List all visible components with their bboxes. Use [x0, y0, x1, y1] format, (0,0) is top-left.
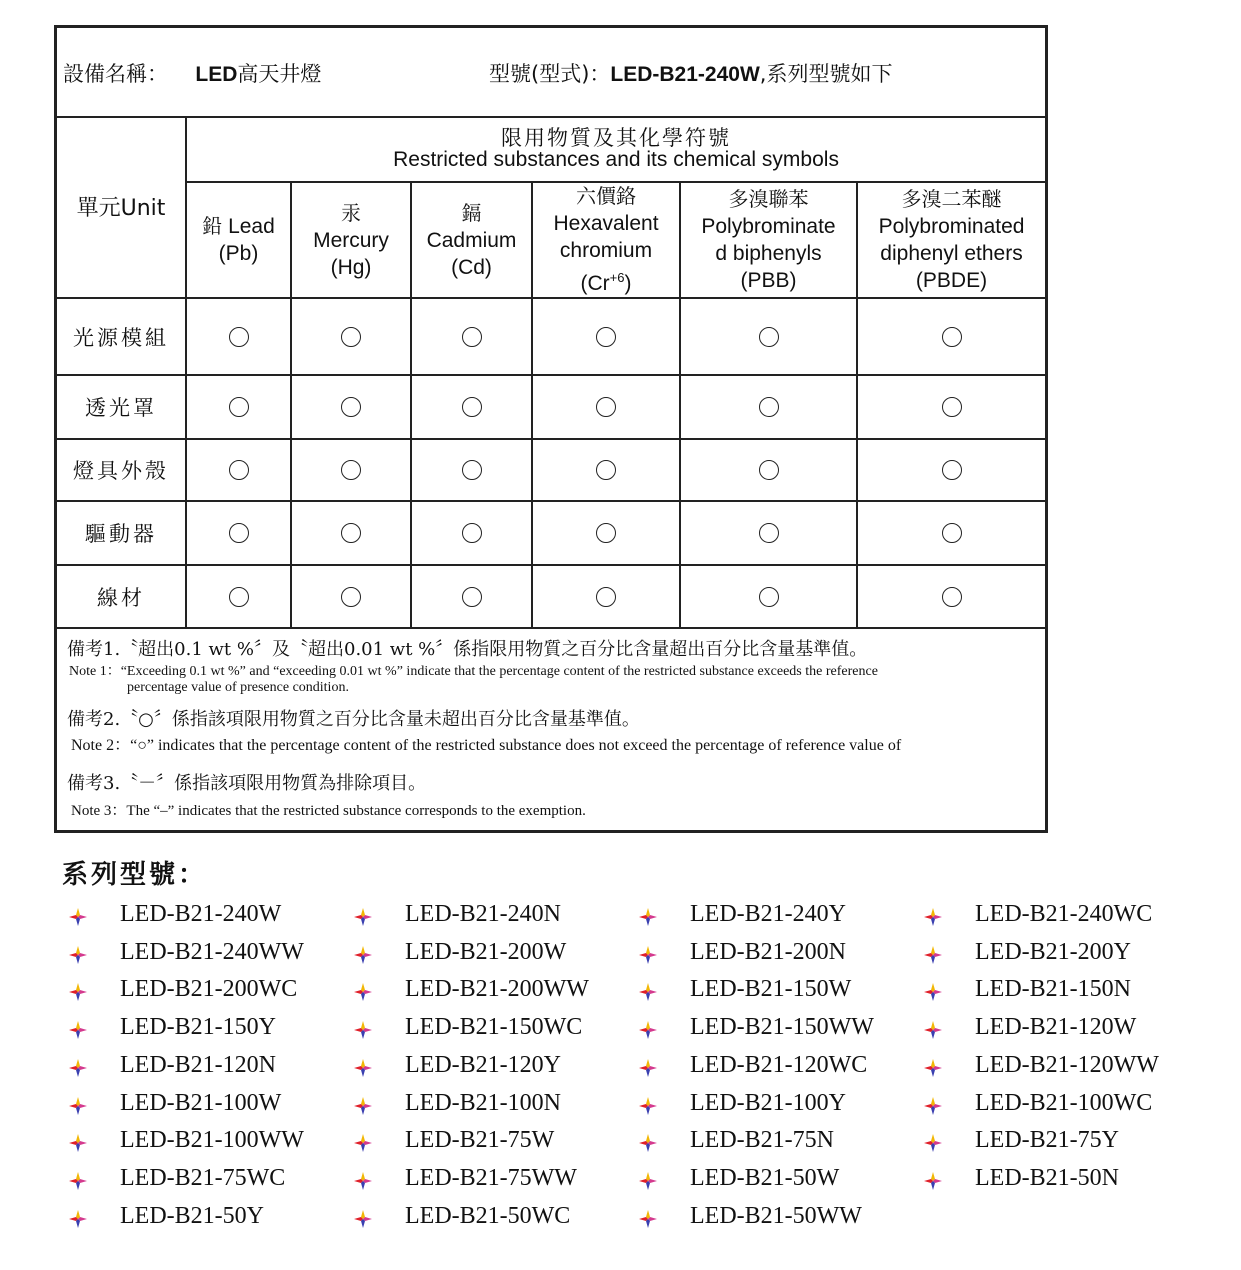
mark-cell	[680, 439, 857, 501]
mark-cell	[680, 375, 857, 439]
model-name: LED-B21-75Y	[975, 1127, 1119, 1154]
model-name: LED-B21-150WW	[690, 1014, 874, 1041]
circle-mark-icon	[596, 327, 616, 347]
substance-chromium-en: Hexavalent chromium	[553, 212, 659, 262]
four-point-star-icon	[68, 1171, 88, 1191]
circle-mark-icon	[462, 523, 482, 543]
four-point-star-icon	[353, 1133, 373, 1153]
model-name: LED-B21-200W	[405, 938, 567, 965]
four-point-star-icon	[68, 1058, 88, 1078]
model-name: LED-B21-150Y	[120, 1014, 276, 1041]
note-2-zh: 備考2.〝○〞係指該項限用物質之百分比含量未超出百分比含量基準值。	[67, 709, 640, 730]
model-name: LED-B21-120WW	[975, 1051, 1159, 1078]
model-label: 型號(型式)：	[489, 62, 611, 86]
model-name: LED-B21-200N	[690, 938, 846, 965]
circle-mark-icon	[596, 523, 616, 543]
mark-cell	[857, 501, 1045, 565]
circle-mark-icon	[942, 460, 962, 480]
mark-cell	[532, 501, 680, 565]
substance-cadmium-zh: 鎘	[461, 200, 482, 225]
restricted-header-en: Restricted substances and its chemical symbols	[393, 148, 839, 171]
circle-mark-icon	[759, 327, 779, 347]
model-suffix: ,系列型號如下	[759, 62, 893, 86]
four-point-star-icon	[923, 1096, 943, 1116]
substance-hexavalent-chromium	[532, 182, 680, 298]
model-name: LED-B21-120N	[120, 1051, 276, 1078]
four-point-star-icon	[923, 945, 943, 965]
substance-mercury-zh: 汞	[341, 200, 361, 225]
mark-cell	[857, 298, 1045, 375]
restricted-substances-header	[186, 117, 1045, 182]
model-name: LED-B21-200WW	[405, 976, 589, 1003]
four-point-star-icon	[638, 907, 658, 927]
model-name: LED-B21-100W	[120, 1089, 282, 1116]
mark-cell	[411, 565, 532, 628]
table-row	[57, 298, 1045, 375]
model-name: LED-B21-50WW	[690, 1202, 862, 1229]
equipment-label: 設備名稱：	[63, 62, 168, 86]
mark-cell	[532, 439, 680, 501]
model-name: LED-B21-240Y	[690, 901, 846, 927]
equipment-name-line	[63, 58, 321, 88]
rohs-declaration-frame	[54, 25, 1048, 833]
mark-cell	[291, 298, 411, 375]
model-name: LED-B21-240W	[120, 901, 282, 927]
equipment-name-bold: LED	[195, 63, 238, 86]
four-point-star-icon	[923, 982, 943, 1002]
equipment-name-rest: 高天井燈	[237, 62, 322, 86]
restricted-header-zh: 限用物質及其化學符號	[501, 126, 732, 150]
circle-mark-icon	[596, 397, 616, 417]
model-name: LED-B21-100WC	[975, 1089, 1153, 1116]
mark-cell	[857, 439, 1045, 501]
four-point-star-icon	[638, 1058, 658, 1078]
four-point-star-icon	[638, 1020, 658, 1040]
substance-mercury-symbol: (Hg)	[330, 255, 372, 279]
mark-cell	[186, 501, 291, 565]
mark-cell	[857, 565, 1045, 628]
circle-mark-icon	[942, 523, 962, 543]
four-point-star-icon	[353, 945, 373, 965]
substance-pbde	[857, 182, 1045, 298]
mark-cell	[532, 298, 680, 375]
circle-mark-icon	[759, 460, 779, 480]
chromium-symbol-close: )	[624, 272, 632, 295]
four-point-star-icon	[923, 1058, 943, 1078]
circle-mark-icon	[229, 327, 249, 347]
model-name: LED-B21-200WC	[120, 976, 298, 1003]
mark-cell	[186, 565, 291, 628]
substance-cadmium-en: Cadmium	[426, 228, 517, 252]
model-name: LED-B21-100WW	[120, 1127, 304, 1154]
mark-cell	[411, 375, 532, 439]
substance-pbde-en-1: Polybrominated	[878, 215, 1025, 238]
circle-mark-icon	[759, 397, 779, 417]
model-name: LED-B21-150W	[690, 976, 852, 1003]
four-point-star-icon	[68, 907, 88, 927]
substance-lead	[186, 182, 291, 298]
mark-cell	[186, 298, 291, 375]
table-row	[57, 501, 1045, 565]
circle-mark-icon	[341, 523, 361, 543]
substance-cadmium	[411, 182, 532, 298]
four-point-star-icon	[68, 1209, 88, 1229]
circle-mark-icon	[341, 460, 361, 480]
four-point-star-icon	[68, 1133, 88, 1153]
four-point-star-icon	[353, 907, 373, 927]
note-3-en: Note 3：The “–” indicates that the restricted substance corresponds to the exemption.	[71, 803, 586, 819]
circle-mark-icon	[341, 327, 361, 347]
chromium-symbol-sup: +6	[609, 270, 625, 285]
four-point-star-icon	[353, 1058, 373, 1078]
mark-cell	[857, 375, 1045, 439]
note-1-en-line-1: Note 1：“Exceeding 0.1 wt %” and “exceeding 0.01 wt %” indicate that the percentage content of the restricted substance exceeds the reference	[69, 664, 878, 679]
substance-chromium-symbol	[533, 264, 679, 297]
mark-cell	[411, 501, 532, 565]
mark-cell	[186, 439, 291, 501]
note-3-zh: 備考3.〝－〞係指該項限用物質為排除項目。	[67, 773, 427, 794]
model-name: LED-B21-75WW	[405, 1164, 577, 1191]
model-name: LED-B21-50W	[690, 1164, 840, 1191]
model-name: LED-B21-120Y	[405, 1051, 561, 1078]
chromium-symbol-open: (Cr	[580, 272, 610, 295]
circle-mark-icon	[462, 327, 482, 347]
four-point-star-icon	[638, 1171, 658, 1191]
substance-pbb-symbol: (PBB)	[740, 269, 797, 292]
circle-mark-icon	[596, 587, 616, 607]
model-name: LED-B21-75N	[690, 1127, 834, 1154]
unit-header: 單元Unit	[57, 117, 186, 298]
table-row	[57, 565, 1045, 628]
row-label: 燈具外殼	[57, 439, 186, 501]
four-point-star-icon	[638, 1096, 658, 1116]
mark-cell	[291, 565, 411, 628]
four-point-star-icon	[353, 1171, 373, 1191]
four-point-star-icon	[353, 1096, 373, 1116]
four-point-star-icon	[923, 1133, 943, 1153]
circle-mark-icon	[462, 587, 482, 607]
table-row	[57, 375, 1045, 439]
restricted-substances-table	[57, 117, 1045, 629]
four-point-star-icon	[68, 982, 88, 1002]
model-name: LED-B21-75W	[405, 1127, 555, 1154]
circle-mark-icon	[942, 587, 962, 607]
model-name: LED-B21-240WC	[975, 901, 1153, 927]
substance-pbb-en-2: d biphenyls	[715, 242, 822, 265]
circle-mark-icon	[229, 397, 249, 417]
note-1-zh: 備考1.〝超出0.1 wt %〞及〝超出0.01 wt %〞係指限用物質之百分比含量超出百分比含量基準值。	[67, 639, 868, 660]
mark-cell	[532, 375, 680, 439]
substance-lead-symbol: (Pb)	[218, 242, 259, 265]
circle-mark-icon	[759, 587, 779, 607]
row-label: 透光罩	[57, 375, 186, 439]
substance-pbde-en-2: diphenyl ethers	[880, 242, 1023, 265]
note-2-en: Note 2：“○” indicates that the percentage content of the restricted substance does not exceed the percentage of reference value of	[71, 737, 902, 754]
model-name: LED-B21-200Y	[975, 938, 1131, 965]
mark-cell	[532, 565, 680, 628]
substance-pbb-zh: 多溴聯苯	[728, 187, 809, 211]
notes-section	[57, 627, 1045, 830]
substance-lead-en: Lead	[228, 215, 275, 238]
mark-cell	[291, 501, 411, 565]
four-point-star-icon	[68, 1096, 88, 1116]
model-name: LED-B21-120W	[975, 1014, 1137, 1041]
four-point-star-icon	[923, 1171, 943, 1191]
substance-mercury-en: Mercury	[313, 228, 389, 252]
mark-cell	[291, 375, 411, 439]
model-name: LED-B21-50N	[975, 1164, 1119, 1191]
circle-mark-icon	[759, 523, 779, 543]
model-name: LED-B21-50Y	[120, 1202, 264, 1229]
model-name: LED-B21-75WC	[120, 1164, 286, 1191]
four-point-star-icon	[638, 1133, 658, 1153]
circle-mark-icon	[341, 397, 361, 417]
note-1-en-line-2: percentage value of presence condition.	[127, 680, 349, 695]
model-name: LED-B21-100Y	[690, 1089, 846, 1116]
circle-mark-icon	[229, 587, 249, 607]
equipment-header	[57, 28, 1045, 118]
row-label: 光源模組	[57, 298, 186, 375]
model-line	[489, 58, 892, 88]
mark-cell	[680, 565, 857, 628]
mark-cell	[411, 439, 532, 501]
four-point-star-icon	[638, 982, 658, 1002]
mark-cell	[680, 298, 857, 375]
substance-pbb	[680, 182, 857, 298]
table-row	[57, 439, 1045, 501]
circle-mark-icon	[942, 397, 962, 417]
mark-cell	[411, 298, 532, 375]
row-label: 線材	[57, 565, 186, 628]
four-point-star-icon	[638, 1209, 658, 1229]
circle-mark-icon	[462, 397, 482, 417]
model-name: LED-B21-240N	[405, 901, 561, 927]
model-name: LED-B21-50WC	[405, 1202, 571, 1229]
circle-mark-icon	[462, 460, 482, 480]
mark-cell	[680, 501, 857, 565]
substance-pbde-zh: 多溴二苯醚	[901, 187, 1002, 211]
row-label: 驅動器	[57, 501, 186, 565]
four-point-star-icon	[353, 982, 373, 1002]
mark-cell	[291, 439, 411, 501]
substance-pbb-en-1: Polybrominate	[701, 215, 836, 238]
circle-mark-icon	[596, 460, 616, 480]
four-point-star-icon	[68, 1020, 88, 1040]
four-point-star-icon	[353, 1209, 373, 1229]
substance-lead-zh: 鉛	[202, 214, 223, 238]
model-name: LED-B21-150WC	[405, 1014, 583, 1041]
four-point-star-icon	[68, 945, 88, 965]
substance-mercury	[291, 182, 411, 298]
four-point-star-icon	[638, 945, 658, 965]
model-name: LED-B21-240WW	[120, 938, 304, 965]
circle-mark-icon	[341, 587, 361, 607]
circle-mark-icon	[942, 327, 962, 347]
model-name: LED-B21-100N	[405, 1089, 561, 1116]
model-name: LED-B21-150N	[975, 976, 1131, 1003]
model-value: LED-B21-240W	[610, 63, 760, 86]
substance-pbde-symbol: (PBDE)	[915, 269, 988, 292]
substance-chromium-zh: 六價鉻	[576, 184, 636, 208]
circle-mark-icon	[229, 460, 249, 480]
circle-mark-icon	[229, 523, 249, 543]
four-point-star-icon	[923, 1020, 943, 1040]
four-point-star-icon	[923, 907, 943, 927]
model-name: LED-B21-120WC	[690, 1051, 868, 1078]
series-models-title: 系列型號：	[62, 860, 208, 890]
mark-cell	[186, 375, 291, 439]
substance-cadmium-symbol: (Cd)	[451, 255, 492, 279]
four-point-star-icon	[353, 1020, 373, 1040]
